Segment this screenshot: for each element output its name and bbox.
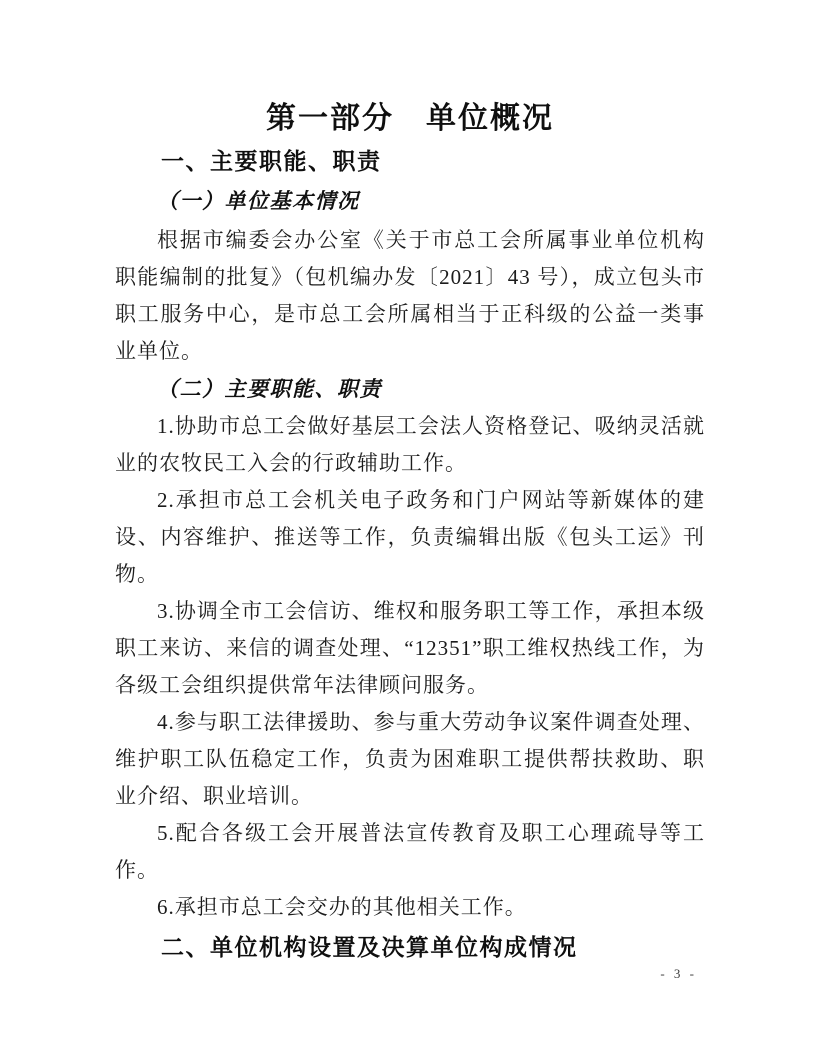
- duty-item-1: 1.协助市总工会做好基层工会法人资格登记、吸纳灵活就业的农牧民工入会的行政辅助工作。: [115, 414, 705, 475]
- section-1-heading: 一、主要职能、职责: [161, 148, 382, 174]
- part-title: 第一部分 单位概况: [266, 101, 554, 136]
- subsection-1-1-paragraph: 根据市编委会办公室《关于市总工会所属事业单位机构职能编制的批复》（包机编办发〔2021〕43 号），成立包头市职工服务中心，是市总工会所属相当于正科级的公益一类事业单位。: [115, 228, 705, 363]
- duty-item-5: 5.配合各级工会开展普法宣传教育及职工心理疏导等工作。: [115, 821, 705, 882]
- duty-item-4: 4.参与职工法律援助、参与重大劳动争议案件调查处理、维护职工队伍稳定工作，负责为困难职工提供帮扶救助、职业介绍、职业培训。: [115, 710, 705, 808]
- subsection-1-1-heading: （一）单位基本情况: [157, 189, 360, 213]
- subsection-1-2-heading: （二）主要职能、职责: [157, 377, 382, 401]
- section-2-heading: 二、单位机构设置及决算单位构成情况: [161, 934, 578, 960]
- duty-item-2: 2.承担市总工会机关电子政务和门户网站等新媒体的建设、内容维护、推送等工作，负责编辑出版《包头工运》刊物。: [115, 488, 705, 586]
- page-number: - 3 -: [660, 966, 697, 981]
- document-content: [115, 0, 705, 962]
- duty-item-6: 6.承担市总工会交办的其他相关工作。: [157, 895, 527, 919]
- duty-item-3: 3.协调全市工会信访、维权和服务职工等工作，承担本级职工来访、来信的调查处理、“12351”职工维权热线工作，为各级工会组织提供常年法律顾问服务。: [115, 599, 705, 697]
